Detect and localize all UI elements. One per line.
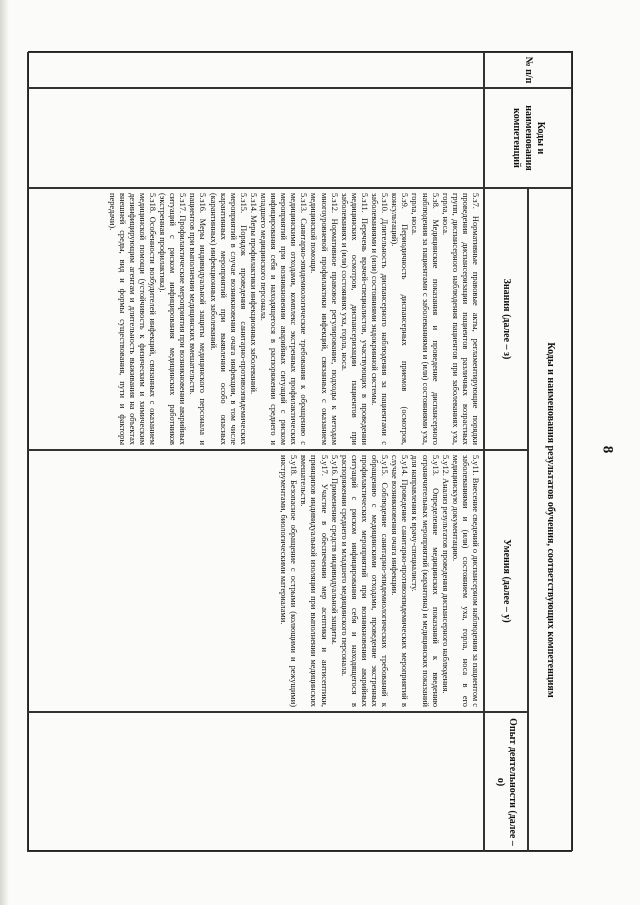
knowledge-item: 5.з18. Особенности возбудителей инфекций, связанных с оказанием медицинской помощи (устойчивость к физическим и химическим дезинфицирующим агентам и длительность выживания на объектах внешней среды, вид и формы существования, пути и факторы передачи). bbox=[107, 193, 157, 445]
header-experience: Опыт деятельности (далее – о) bbox=[484, 712, 528, 852]
row-num-cell bbox=[27, 52, 484, 88]
row-codes-cell bbox=[27, 88, 484, 188]
skills-cell bbox=[27, 450, 484, 712]
knowledge-cell bbox=[27, 188, 484, 450]
page-number: 8 bbox=[599, 445, 616, 453]
knowledge-item: 5.з16. Меры индивидуальной защиты медицинского персонала и пациентов при выполнении медицинских вмешательств. bbox=[188, 193, 208, 445]
competency-table bbox=[28, 51, 573, 851]
header-num: № п/п bbox=[484, 52, 572, 88]
knowledge-item: 5.з12. Нормативное правовое регулирование, подходы к методам многоуровневой профилактики инфекций, связанных с оказанием медицинской помощи. bbox=[309, 193, 339, 445]
knowledge-item: 5.з7. Нормативные правовые акты, регламентирующие порядки проведения диспансеризации пациентов различных возрастных групп, диспансерного наблюдения пациентов при заболеваниях уха, горла, носа. bbox=[440, 193, 480, 445]
knowledge-item: 5.з9. Периодичность диспансерных приемов (осмотров, консультаций). bbox=[390, 193, 410, 445]
experience-cell bbox=[27, 712, 484, 852]
knowledge-item: 5.з11. Перечень врачей-специалистов, участвующих в проведении медицинских осмотров, диспансеризации пациентов при заболеваниях и (или) состояниях уха, горла, носа. bbox=[339, 193, 369, 445]
skill-item: 5.у12. Анализ результатов проведения диспансерного наблюдения. bbox=[440, 455, 450, 694]
skill-item: 5.у15. Соблюдение санитарно-эпидемиологических требований к обращению с медицинскими отходами, проведение экстренных профилактических мероприятий при возникновении аварийных ситуаций с риском инфицирования себя и находящегося в распоряжении среднего и младшего медицинского персонала. bbox=[339, 455, 390, 707]
header-codes: Коды и наименования компетенций bbox=[484, 88, 572, 188]
skill-item: 5.у14. Проведение санитарно-противоэпидемических мероприятий в случае возникновения очага инфекции. bbox=[390, 455, 410, 707]
skill-item: 5.у13. Определение медицинских показаний к введению ограничительных мероприятий (карантина) и медицинских показаний для направления к врачу-специалисту. bbox=[410, 455, 440, 707]
knowledge-item: 5.з15. Порядок проведения санитарно-противоэпидемических мероприятий в случае возникновения очага инфекции, в том числе карантинных мероприятий при выявлении особо опасных (карантинных) инфекционных заболеваний. bbox=[208, 193, 248, 445]
skill-item: 5.у16. Применение средств индивидуальной защиты. bbox=[329, 455, 339, 645]
scan-edge bbox=[0, 0, 9, 905]
knowledge-item: 5.з13. Санитарно-эпидемиологические требования к обращению с медицинскими отходами, комплекс экстренных профилактических мероприятий при возникновении аварийных ситуаций с риском инфицирования себя и находящегося в распоряжении среднего и младшего медицинского персонала. bbox=[259, 193, 309, 445]
header-skills: Умения (далее – у) bbox=[484, 450, 528, 712]
knowledge-item: 5.з17. Профилактические мероприятия при возникновении аварийных ситуаций с риском инфицирования медицинских работников (экстренная профилактика). bbox=[158, 193, 188, 445]
knowledge-item: 5.з8. Медицинские показания и проведение диспансерного наблюдения за пациентами с заболеваниями и (или) состояниями уха, горла, носа. bbox=[410, 193, 440, 445]
knowledge-item: 5.з10. Длительность диспансерного наблюдения за пациентами с заболеваниями и (или) состояниями эндокринной системы. bbox=[370, 193, 390, 445]
skill-item: 5.у18. Безопасное обращение с острыми (колющими и режущими) инструментами, биологическими материалами. bbox=[279, 455, 299, 707]
header-results-group: Коды и наименования результатов обучения, соответствующих компетенциям bbox=[528, 188, 572, 852]
header-knowledge: Знания (далее – з) bbox=[484, 188, 528, 450]
skill-item: 5.у17. Участие в обеспечении мер асептики и антисептики, принципов индивидуальной изоляции при выполнении медицинских вмешательств. bbox=[299, 455, 329, 707]
table-container bbox=[28, 51, 573, 851]
knowledge-item: 5.з14. Меры профилактики инфекционных заболеваний. bbox=[248, 193, 258, 395]
skill-item: 5.у11. Внесение сведений о диспансерном наблюдении за пациентом с заболеваниями и (или) состоянием уха, горла, носа в его медицинскую документацию. bbox=[450, 455, 480, 707]
